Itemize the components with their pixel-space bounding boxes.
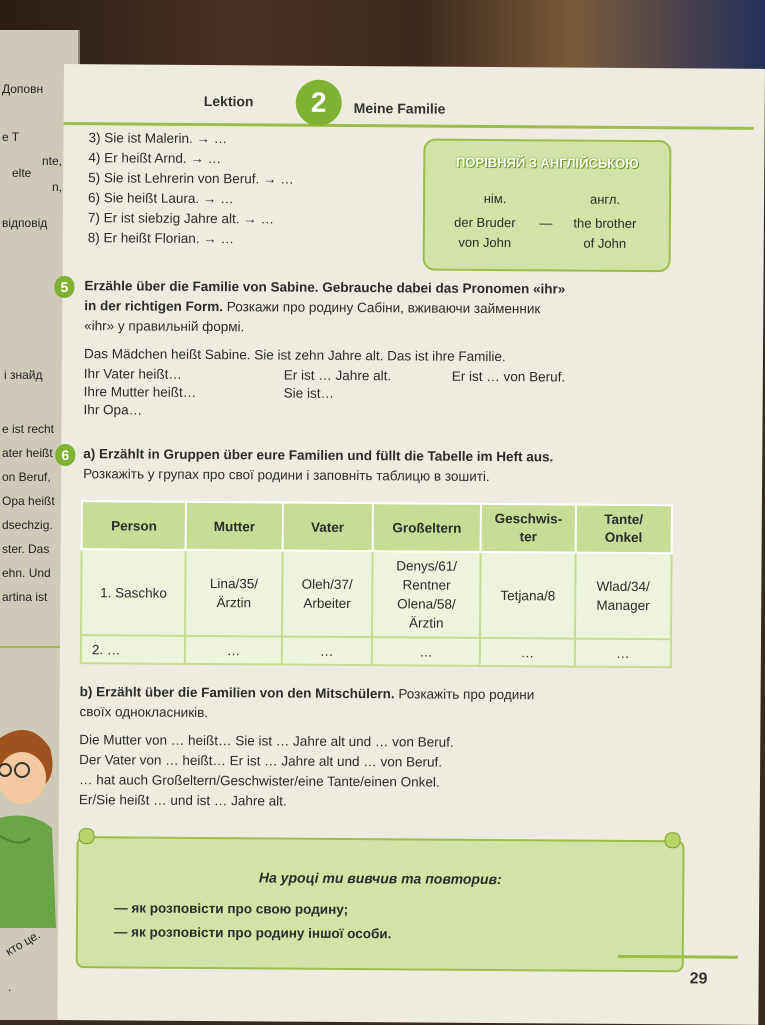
exercise-5-line: Er ist … von Beruf. bbox=[451, 368, 566, 385]
left-fragment: nte, bbox=[42, 154, 63, 168]
left-fragment: і знайд bbox=[4, 368, 43, 382]
sentence-item: 8) Er heißt Florian. → … bbox=[87, 230, 235, 247]
table-header-row bbox=[82, 501, 672, 553]
compare-de-1: der Bruder bbox=[454, 214, 516, 231]
exercise-6-badge: 6 bbox=[55, 444, 75, 466]
table-header: Mutter bbox=[186, 502, 283, 551]
exercise-5-line: Ihr Opa… bbox=[83, 402, 143, 418]
table-cell: Denys/61/ Rentner Olena/58/ Ärztin bbox=[372, 551, 481, 638]
sentence-item: 7) Er ist siebzig Jahre alt. → … bbox=[87, 210, 275, 227]
table-cell: 2. … bbox=[81, 635, 186, 664]
compare-dash: — bbox=[539, 215, 553, 231]
sentence-item: 5) Sie ist Lehrerin von Beruf. → … bbox=[88, 170, 294, 187]
table-row bbox=[81, 635, 671, 667]
left-fragment: n, bbox=[52, 180, 63, 194]
table-cell: … bbox=[185, 636, 281, 665]
table-cell: … bbox=[282, 637, 372, 666]
table-header: Vater bbox=[282, 503, 372, 552]
table-cell: Tetjana/8 bbox=[480, 552, 575, 639]
summary-title: На уроці ти вивчив та повторив: bbox=[258, 869, 502, 888]
left-fragment: кто це. bbox=[3, 927, 43, 959]
page-number: 29 bbox=[689, 970, 708, 988]
left-fragment: on Beruf, bbox=[2, 470, 51, 484]
exercise-5-instruction-uk-2: «ihr» у правильній формі. bbox=[84, 318, 245, 335]
left-fragment: ehn. Und bbox=[2, 566, 51, 580]
lesson-number-badge: 2 bbox=[296, 80, 342, 126]
exercise-5-line: Das Mädchen heißt Sabine. Sie ist zehn Jahre alt. Das ist ihre Familie. bbox=[83, 346, 506, 365]
table-cell: 1. Saschko bbox=[81, 549, 186, 636]
textbook-page bbox=[57, 64, 765, 1025]
left-fragment: elte bbox=[12, 166, 32, 180]
exercise-5-instruction-de-2: in der richtigen Form. bbox=[84, 298, 224, 315]
page-header bbox=[64, 64, 765, 129]
exercise-5-line: Ihr Vater heißt… bbox=[83, 366, 182, 382]
left-fragment: dsechzig. bbox=[2, 518, 53, 532]
exercise-6b-instruction-uk: Розкажіть про родини bbox=[398, 686, 535, 703]
compare-en-2: of John bbox=[583, 235, 627, 251]
col-label-english: англ. bbox=[589, 191, 621, 207]
left-fragment: ater heißt bbox=[2, 446, 53, 460]
table-cell: Wlad/34/ Manager bbox=[575, 553, 672, 640]
table-cell: … bbox=[372, 637, 481, 666]
left-fragment: . bbox=[8, 980, 12, 994]
left-fragment: Доповн bbox=[2, 82, 44, 96]
sentence-item: 6) Sie heißt Laura. → … bbox=[88, 190, 234, 207]
summary-item: — як розповісти про свою родину; bbox=[114, 900, 349, 918]
compare-de-2: von John bbox=[458, 234, 512, 251]
page-title: Meine Familie bbox=[353, 100, 446, 117]
family-table bbox=[80, 500, 673, 668]
table-cell: … bbox=[480, 638, 574, 667]
exercise-5-line: Sie ist… bbox=[283, 385, 335, 401]
table-cell: Lina/35/ Ärztin bbox=[185, 550, 282, 637]
compare-en-1: the brother bbox=[573, 215, 637, 231]
exercise-5-line: Er ist … Jahre alt. bbox=[283, 367, 392, 384]
compare-box-title: ПОРІВНЯЙ З АНГЛІЙСЬКОЮ bbox=[455, 154, 639, 172]
teacher-illustration bbox=[0, 718, 58, 928]
lesson-summary-box bbox=[76, 836, 685, 972]
left-fragment: відповід bbox=[2, 216, 48, 230]
sentence-item: 3) Sie ist Malerin. → … bbox=[88, 130, 228, 147]
table-header: Tante/ Onkel bbox=[575, 505, 672, 554]
left-fragment: artina ist bbox=[2, 590, 48, 604]
exercise-6a-instruction: a) Erzählt in Gruppen über eure Familien und füllt die Tabelle im Heft aus. bbox=[83, 446, 554, 465]
exercise-6a-instruction-uk: Розкажіть у групах про свої родини і заповніть таблицю в зошиті. bbox=[83, 466, 490, 484]
exercise-6b-line: Er/Sie heißt … und ist … Jahre alt. bbox=[78, 792, 287, 809]
left-fragment: e T bbox=[2, 130, 20, 144]
exercise-6b-instruction-uk-2: своїх однокласників. bbox=[79, 704, 209, 721]
compare-english-box bbox=[423, 139, 672, 273]
table-cell: … bbox=[574, 639, 671, 668]
exercise-6b-instruction: b) Erzählt über die Familien von den Mitschülern. bbox=[79, 684, 395, 702]
pin-icon bbox=[665, 832, 681, 848]
table-header: Person bbox=[82, 501, 187, 550]
sentence-item: 4) Er heißt Arnd. → … bbox=[88, 150, 222, 167]
col-label-german: нім. bbox=[483, 190, 507, 207]
pin-icon bbox=[79, 828, 95, 844]
table-header: Großeltern bbox=[372, 503, 481, 552]
left-fragment: ster. Das bbox=[2, 542, 50, 556]
left-fragment: Opa heißt bbox=[2, 494, 55, 508]
background-photo-top bbox=[0, 0, 765, 70]
exercise-5-line: Ihre Mutter heißt… bbox=[83, 384, 197, 400]
exercise-6b-line: Der Vater von … heißt… Er ist … Jahre alt und … von Beruf. bbox=[79, 752, 443, 770]
table-header: Geschwis- ter bbox=[481, 504, 576, 553]
summary-item: — як розповісти про родину іншої особи. bbox=[113, 924, 392, 942]
exercise-6b-line: … hat auch Großeltern/Geschwister/eine Tante/einen Onkel. bbox=[78, 772, 440, 790]
lektion-label: Lektion bbox=[203, 92, 254, 110]
table-row bbox=[81, 549, 672, 639]
exercise-6b-line: Die Mutter von … heißt… Sie ist … Jahre alt und … von Beruf. bbox=[79, 732, 454, 750]
exercise-5-instruction-uk: Розкажи про родину Сабіни, вживаючи займенник bbox=[226, 299, 541, 317]
header-rule bbox=[64, 122, 754, 130]
left-fragment: e ist recht bbox=[2, 422, 55, 436]
exercise-5-badge: 5 bbox=[54, 276, 74, 298]
table-cell: Oleh/37/ Arbeiter bbox=[282, 551, 373, 638]
exercise-5-instruction-de: Erzähle über die Familie von Sabine. Gebrauche dabei das Pronomen «ihr» bbox=[84, 278, 566, 297]
